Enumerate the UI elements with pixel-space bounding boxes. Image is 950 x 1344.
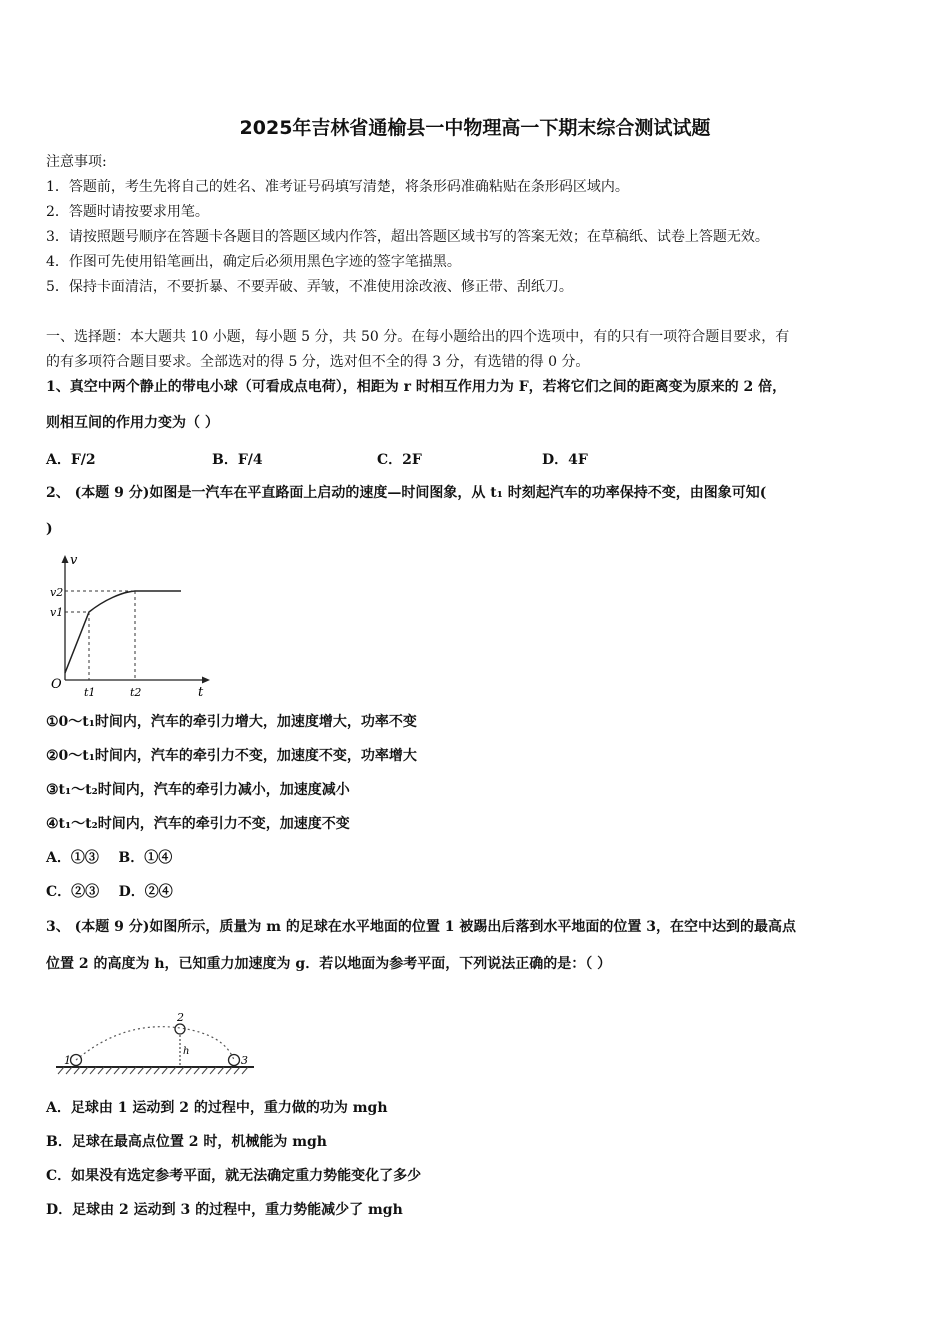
exam-title: 2025年吉林省通榆县一中物理高一下期末综合测试试题 [239,117,711,139]
q1-option-c[interactable]: C．2F [377,452,422,468]
t-axis-arrow [202,677,210,684]
notice-item-2: 2．答题时请按要求用笔。 [46,204,209,220]
t2-label: t2 [130,686,142,699]
notice-item-4: 4．作图可先使用铅笔画出，确定后必须用黑色字迹的签字笔描黑。 [46,254,461,270]
ball-trajectory [76,1027,234,1060]
q2-stem-line2: ) [46,521,53,537]
q3-option-d[interactable]: D．足球由 2 运动到 3 的过程中，重力势能减少了 mgh [46,1202,403,1218]
ground-hatching [58,1067,248,1074]
q2-options-row1[interactable]: A．①③ B．①④ [46,850,173,866]
q2-options-row2[interactable]: C．②③ D．②④ [46,884,173,900]
q3-stem-line1: 3、 (本题 9 分)如图所示，质量为 m 的足球在水平地面的位置 1 被踢出后落到水平地面的位置 3，在空中达到的最高点 [46,919,797,935]
notice-item-1: 1．答题前，考生先将自己的姓名、准考证号码填写清楚，将条形码准确粘贴在条形码区域内。 [46,179,629,195]
q1-stem-line2: 则相互间的作用力变为（ ） [46,415,219,431]
q1-option-a[interactable]: A．F/2 [46,452,96,468]
section1-instructions-line1: 一、选择题：本大题共 10 小题，每小题 5 分，共 50 分。在每小题给出的四个选项中，有的只有一项符合题目要求，有 [46,329,790,345]
origin-label: O [51,677,62,692]
q2-statement-2: ②0～t₁时间内，汽车的牵引力不变，加速度不变，功率增大 [46,748,417,764]
q1-option-d[interactable]: D．4F [542,452,588,468]
q3-option-a[interactable]: A．足球由 1 运动到 2 的过程中，重力做的功为 mgh [46,1100,388,1116]
notice-heading: 注意事项: [46,154,107,170]
position-2-label: 2 [177,1011,184,1024]
q1-option-b[interactable]: B．F/4 [212,452,263,468]
notice-item-5: 5．保持卡面清洁，不要折暴、不要弄破、弄皱，不准使用涂改液、修正带、刮纸刀。 [46,279,573,295]
notice-item-3: 3．请按照题号顺序在答题卡各题目的答题区域内作答，超出答题区域书写的答案无效；在草稿纸、试卷上答题无效。 [46,229,769,245]
q1-stem-line1: 1、真空中两个静止的带电小球（可看成点电荷），相距为 r 时相互作用力为 F，若将它们之间的距离变为原来的 2 倍， [46,379,787,395]
t1-label: t1 [84,686,96,699]
v2-label: v2 [50,586,64,599]
q3-stem-line2: 位置 2 的高度为 h，已知重力加速度为 g．若以地面为参考平面，下列说法正确的是：（ ） [46,956,612,972]
q2-stem-line1: 2、 (本题 9 分)如图是一汽车在平直路面上启动的速度—时间图象，从 t₁ 时刻起汽车的功率保持不变，由图象可知( [46,485,767,501]
v1-label: v1 [50,606,64,619]
section1-instructions-line2: 的有多项符合题目要求。全部选对的得 5 分，选对但不全的得 3 分，有选错的得 0 分。 [46,354,590,370]
position-1-label: 1 [64,1054,71,1067]
v-axis-arrow [62,555,69,563]
velocity-curve [65,591,181,673]
q2-statement-1: ①0～t₁时间内，汽车的牵引力增大，加速度增大，功率不变 [46,714,417,730]
position-3-label: 3 [241,1054,248,1067]
ball-position-3 [229,1055,240,1066]
q2-statement-3: ③t₁～t₂时间内，汽车的牵引力减小，加速度减小 [46,782,350,798]
q3-football-figure [54,1010,264,1080]
height-label: h [183,1046,190,1057]
q3-option-b[interactable]: B．足球在最高点位置 2 时，机械能为 mgh [46,1134,327,1150]
t-axis-label: t [198,685,204,700]
v-axis-label: v [70,553,78,568]
q2-vt-graph [46,550,216,700]
q3-option-c[interactable]: C．如果没有选定参考平面，就无法确定重力势能变化了多少 [46,1168,422,1184]
q2-statement-4: ④t₁～t₂时间内，汽车的牵引力不变，加速度不变 [46,816,350,832]
